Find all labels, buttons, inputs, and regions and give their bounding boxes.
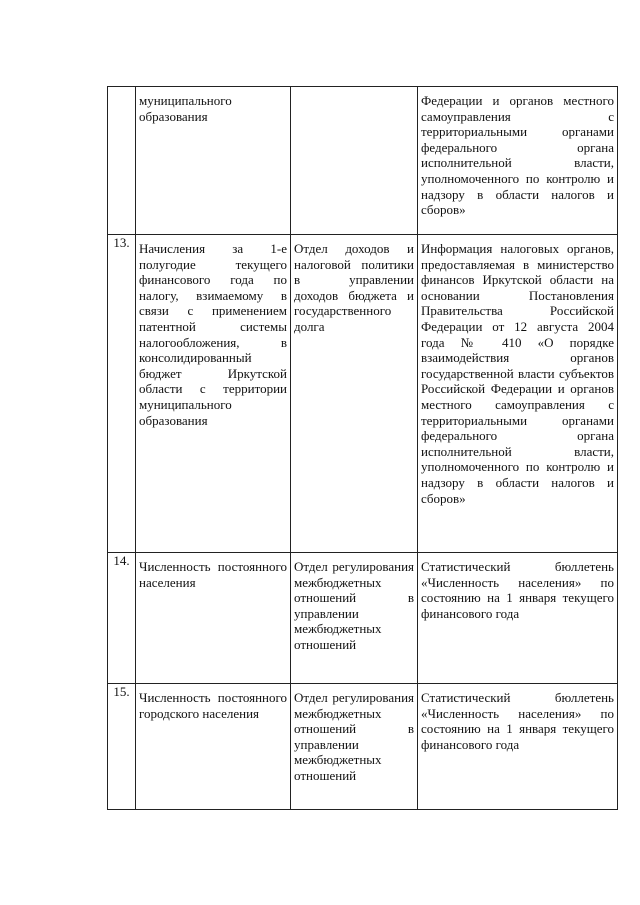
indicators-table bbox=[107, 86, 618, 810]
row-number bbox=[108, 87, 136, 235]
indicator-cell: муниципального образования bbox=[139, 93, 232, 124]
table-row bbox=[108, 684, 618, 810]
table-row bbox=[108, 235, 618, 553]
table-row bbox=[108, 87, 618, 235]
responsible-cell bbox=[291, 87, 417, 97]
row-number: 14. bbox=[108, 553, 136, 684]
table-row bbox=[108, 553, 618, 684]
source-cell: Статистический бюллетень «Численность населения» по состоянию на 1 января текущего финансового года bbox=[421, 690, 614, 752]
source-cell: Информация налоговых органов, предоставляемая в министерство финансов Иркутской области на основании Постановления Правительства Российской Федерации от 12 августа 2004 года № 410 «О порядке взаимодействия органов государственной власти субъектов Российской Федерации и органов местного самоуправления с территориальными органами федерального органа исполнительной власти, уполномоченного по контролю и надзору в области налогов и сборов» bbox=[421, 241, 614, 506]
responsible-cell: Отдел регулирования межбюджетных отношений в управлении межбюджетных отношений bbox=[294, 559, 414, 652]
indicator-cell: Начисления за 1-е полугодие текущего финансового года по налогу, взимаемому в связи с применением патентной системы налогообложения, в консолидированный бюджет Иркутской области с территории муниципального образования bbox=[139, 241, 287, 428]
source-cell: Статистический бюллетень «Численность населения» по состоянию на 1 января текущего финансового года bbox=[421, 559, 614, 621]
responsible-cell: Отдел регулирования межбюджетных отношений в управлении межбюджетных отношений bbox=[294, 690, 414, 783]
indicator-cell: Численность постоянного городского населения bbox=[139, 690, 287, 721]
source-cell: Федерации и органов местного самоуправления с территориальными органами федерального органа исполнительной власти, уполномоченного по контролю и надзору в области налогов и сборов» bbox=[421, 93, 614, 218]
row-number: 15. bbox=[108, 684, 136, 810]
row-number: 13. bbox=[108, 235, 136, 553]
responsible-cell: Отдел доходов и налоговой политики в управлении доходов бюджета и государственного долга bbox=[294, 241, 414, 334]
indicator-cell: Численность постоянного населения bbox=[139, 559, 287, 590]
